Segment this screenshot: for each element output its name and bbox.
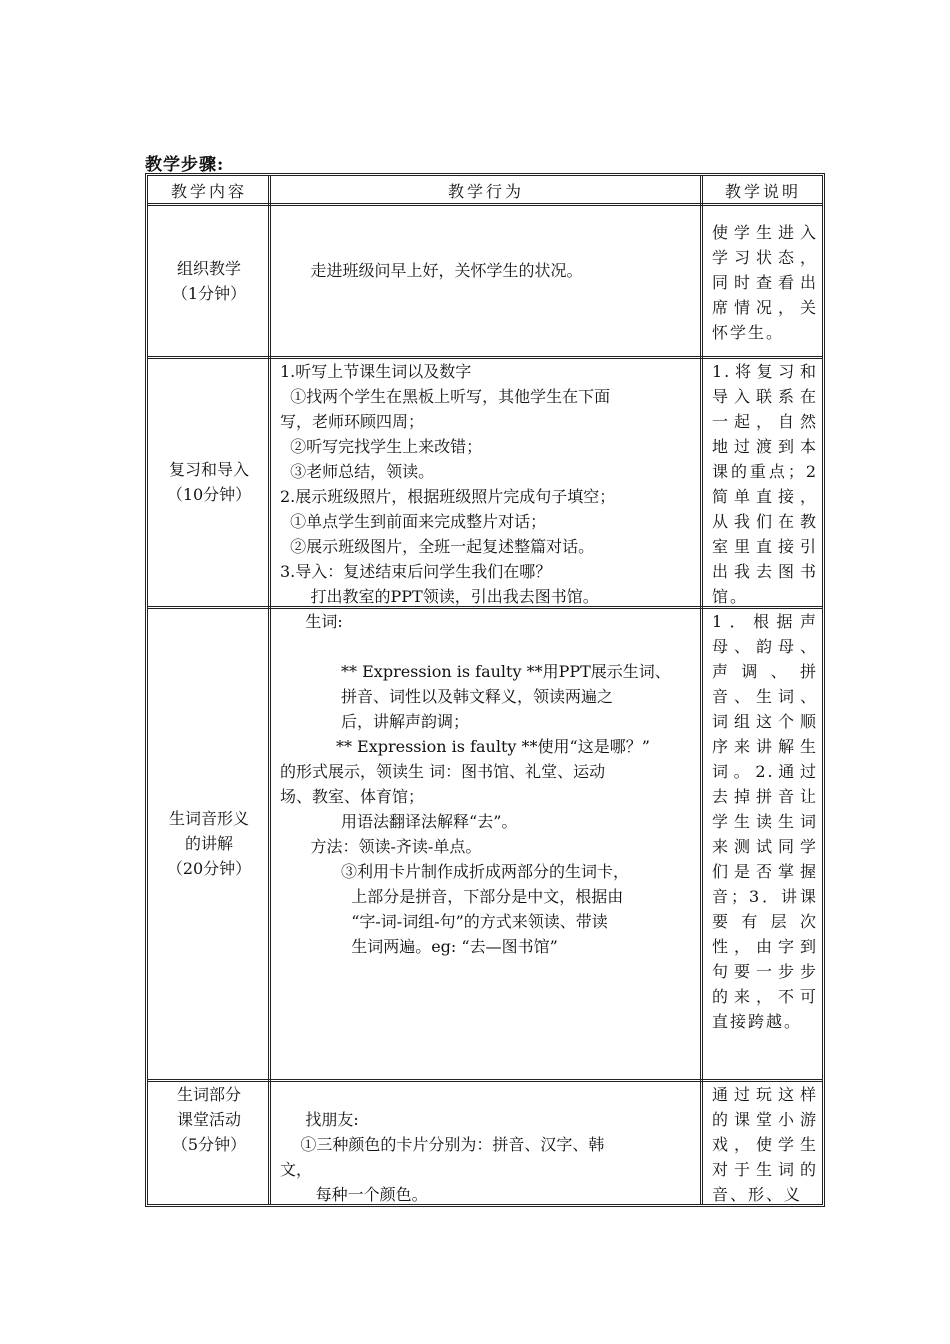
- row3-behavior-line: [280, 634, 695, 659]
- row3-behavior-line: 场、教室、体育馆；: [280, 787, 425, 806]
- row4-behavior-line: 文，: [280, 1160, 313, 1179]
- row2-behavior-line: ①找两个学生在黑板上听写，其他学生在下面: [280, 387, 611, 406]
- row2-behavior-line: 1.听写上节课生词以及数字: [280, 362, 472, 381]
- row4-behavior-line: ①三种颜色的卡片分别为：拼音、汉字、韩: [280, 1135, 605, 1154]
- row3-content-line: 的讲解: [184, 833, 233, 853]
- row4-behavior-line: 找朋友:: [280, 1110, 359, 1129]
- column-divider: [700, 176, 703, 1204]
- row2-behavior-line: ②展示班级图片，全班一起复述整篇对话。: [280, 537, 595, 556]
- row4-behavior-line: [280, 1082, 695, 1107]
- section-heading: 教学步骤:: [145, 155, 225, 175]
- header-behavior: 教学行为: [447, 182, 524, 201]
- row3-behavior-line: ** Expression is faulty **用PPT展示生词、: [280, 662, 671, 681]
- row2-behavior: [280, 359, 695, 609]
- row3-content-line: 生词音形义: [168, 808, 249, 828]
- row2-behavior-line: 写，老师环顾四周；: [280, 412, 425, 431]
- row1-behavior-line: 走进班级问早上好，关怀学生的状况。: [280, 261, 583, 280]
- row2-notes: 1.将复习和导入联系在一起，自然地过渡到本课的重点；2 简单直接，从我们在教室里直接引出我去图书馆。: [712, 362, 818, 606]
- row2-content-line: （10分钟）: [166, 484, 252, 504]
- row3-behavior-line: 拼音、词性以及韩文释义，领读两遍之: [280, 687, 614, 706]
- row1-notes: 使学生进入学习状态，同时查看出席情况，关怀学生。: [712, 223, 818, 342]
- row4-content: [148, 1082, 270, 1157]
- row3-behavior-line: 的形式展示，领读生 词：图书馆、礼堂、运动: [280, 762, 606, 781]
- row3-behavior-line: 用语法翻译法解释“去”。: [280, 812, 518, 831]
- row3-content: [148, 609, 270, 1077]
- row2-behavior-line: ②听写完找学生上来改错；: [280, 437, 483, 456]
- row3-behavior-line: 上部分是拼音，下部分是中文，根据由: [280, 887, 624, 906]
- row4-content-line: （5分钟）: [171, 1135, 247, 1154]
- row1-behavior: [280, 258, 690, 283]
- row3-behavior-line: 生词:: [280, 612, 343, 631]
- row4-content-line: 课堂活动: [176, 1110, 241, 1129]
- row3-behavior-line: ③利用卡片制作成折成两部分的生词卡，: [280, 862, 630, 881]
- row3-content-line: （20分钟）: [166, 858, 252, 878]
- row3-behavior-line: 后，讲解声韵调；: [280, 712, 470, 731]
- row2-behavior-line: ①单点学生到前面来完成整片对话；: [280, 512, 547, 531]
- row2-content: [148, 359, 270, 604]
- row4-content-line: 生词部分: [176, 1085, 241, 1104]
- row3-behavior: [280, 609, 695, 959]
- row2-content-line: 复习和导入: [168, 459, 249, 479]
- row3-notes: 1．根据声母、韵母、声调、拼音、生词、词组这个顺序来讲解生词。2.通过去掉拼音让学生读生词来测试同学们是否掌握音；3．讲课要有层次性，由字到句要一步步的来，不可直接跨越。: [712, 612, 818, 1031]
- header-content: 教学内容: [170, 182, 247, 201]
- row3-behavior-line: “字-词-词组-句”的方式来领读、带读: [280, 912, 608, 931]
- row1-content: [148, 216, 270, 346]
- row2-behavior-line: 2.展示班级照片，根据班级照片完成句子填空；: [280, 487, 616, 506]
- row3-behavior-line: ** Expression is faulty **使用“这是哪？”: [280, 737, 650, 756]
- row2-behavior-line: 3.导入：复述结束后问学生我们在哪？: [280, 562, 552, 581]
- row3-behavior-line: 生词两遍。eg: “去—图书馆”: [280, 937, 558, 956]
- row3-behavior-line: 方法：领读-齐读-单点。: [280, 837, 482, 856]
- row2-behavior-line: 打出教室的PPT领读，引出我去图书馆。: [280, 587, 599, 606]
- header-notes: 教学说明: [724, 182, 801, 201]
- row4-behavior: [280, 1082, 695, 1207]
- row1-content-line: （1分钟）: [171, 284, 247, 303]
- row4-notes: 通过玩这样的课堂小游戏，使学生对于生词的音、形、义: [712, 1085, 818, 1204]
- row4-behavior-line: 每种一个颜色。: [280, 1185, 428, 1204]
- lesson-steps-table: [145, 173, 825, 1207]
- row2-behavior-line: ③老师总结，领读。: [280, 462, 435, 481]
- row1-content-line: 组织教学: [176, 259, 241, 278]
